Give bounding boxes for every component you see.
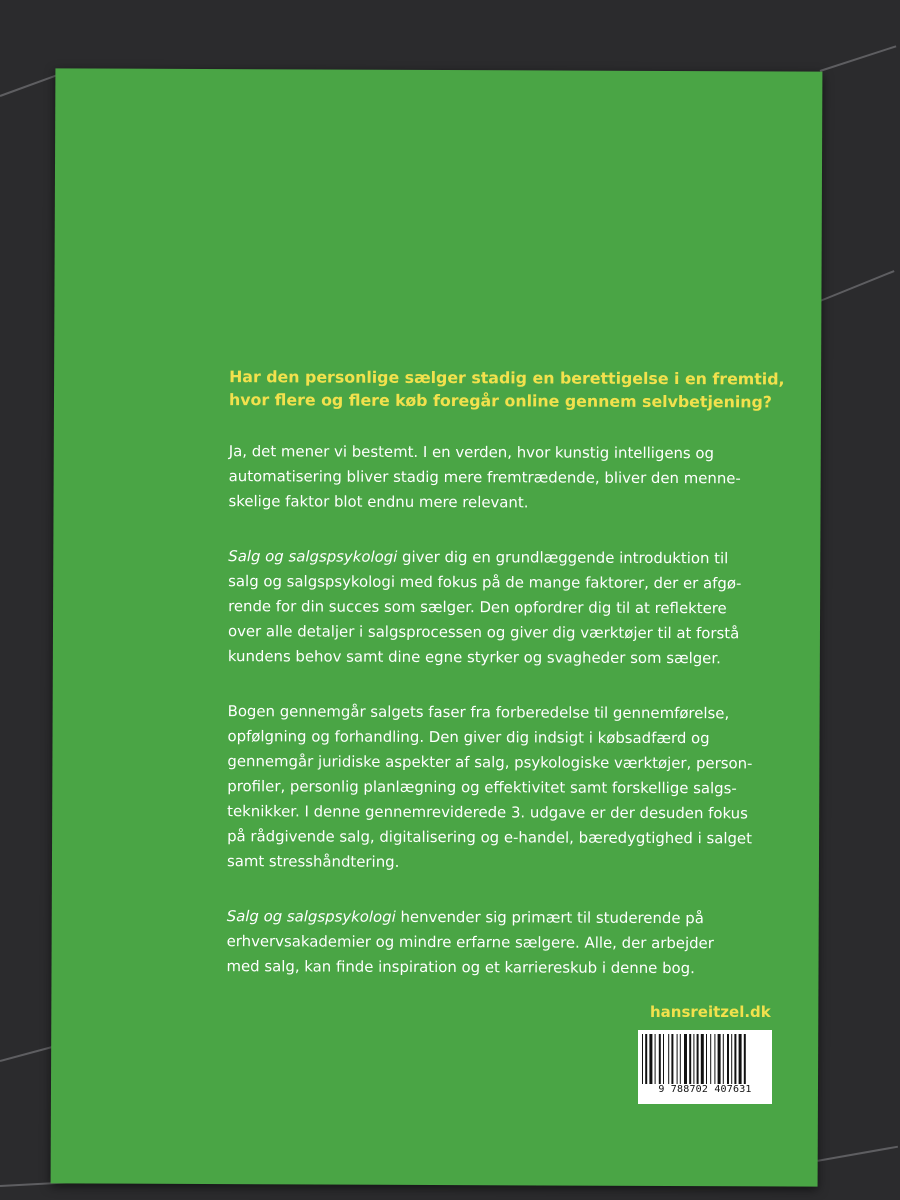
book-title: Salg og salgspsykologi [226,907,396,926]
barcode-bar [701,1034,704,1084]
publisher-url: hansreitzel.dk [650,1003,771,1021]
paragraph-line [227,904,767,931]
barcode-bar [659,1034,661,1084]
paragraph-line: automatisering bliver stadig mere fremtrædende, bliver den menne- [228,467,741,488]
barcode-bar [710,1034,711,1084]
paragraph-line [228,544,768,571]
barcode-bar [739,1034,742,1084]
paragraph-line: salg og salgspsykologi med fokus på de mange faktorer, der er afgø- [228,572,742,593]
barcode-bar [697,1034,699,1084]
back-cover-text [226,365,785,1011]
paragraph-line: rende for din succes som sælger. Den opfordrer dig til at reflektere [228,597,727,618]
audience-paragraph [226,904,766,981]
barcode-bar [731,1034,732,1084]
paragraph-line: skelige faktor blot endnu mere relevant. [228,492,529,512]
paragraph-line: med salg, kan finde inspiration og et karriereskub i denne bog. [226,957,695,978]
paragraph-line: gennemgår juridiske aspekter af salg, psykologiske værktøjer, person- [227,752,753,773]
headline-line: Har den personlige sælger stadig en berettigelse i en fremtid, [229,367,785,389]
barcode-bar [689,1034,691,1084]
paragraph-line: kundens behov samt dine egne styrker og svagheder som sælger. [227,647,721,668]
barcode-bar [727,1034,729,1084]
description-paragraph [228,544,769,671]
isbn-number: 9 788702 407631 [658,1084,752,1095]
paragraph-line: profiler, personlig planlægning og effektivitet samt forskellige salgs- [227,777,737,798]
barcode-bar [671,1034,673,1084]
book-title: Salg og salgspsykologi [228,547,398,566]
barcode-bar [744,1034,746,1084]
paragraph-line: teknikker. I denne gennemreviderede 3. udgave er der desuden fokus [227,802,748,823]
barcode-bar [677,1034,678,1084]
isbn-barcode [638,1030,772,1104]
barcode-bar [693,1034,694,1084]
paragraph-line: over alle detaljer i salgsprocessen og giver dig værktøjer til at forstå [227,622,740,643]
barcode-bar [684,1034,687,1084]
barcode-bar [649,1034,652,1084]
barcode-bar [680,1034,681,1084]
barcode-bar [714,1034,715,1084]
paragraph-text: giver dig en grundlæggende introduktion til [397,547,729,568]
barcode-bar [645,1034,647,1084]
headline [228,365,785,413]
paragraph-line: Ja, det mener vi bestemt. I en verden, hvor kunstig intelligens og [228,442,715,463]
paragraph-line: samt stresshåndtering. [226,852,400,871]
paragraph-line: opfølgning og forhandling. Den giver dig indsigt i købsadfærd og [227,727,710,748]
paragraph-line: på rådgivende salg, digitalisering og e-handel, bæredygtighed i salget [227,827,752,848]
headline-line: hvor flere og flere køb foregår online gennem selvbetjening? [228,390,773,412]
paragraph-line: erhvervsakademier og mindre erfarne sælgere. Alle, der arbejder [226,932,714,953]
barcode-bar [723,1034,724,1084]
barcode-bar [642,1034,643,1084]
marble-vein [0,75,57,97]
barcode-bar [734,1034,736,1084]
paragraph-text: henvender sig primært til studerende på [395,907,704,928]
paragraph-line: Bogen gennemgår salgets faser fra forberedelse til gennemførelse, [227,702,730,723]
barcode-bar [718,1034,721,1084]
marble-vein [820,270,895,302]
barcode-bars [642,1034,768,1084]
marble-vein [0,1046,53,1062]
contents-paragraph [227,699,768,876]
barcode-bar [668,1034,669,1084]
barcode-bar [663,1034,664,1084]
barcode-bar [655,1034,656,1084]
marble-vein [820,45,897,72]
intro-paragraph [228,439,768,516]
barcode-bar [706,1034,707,1084]
